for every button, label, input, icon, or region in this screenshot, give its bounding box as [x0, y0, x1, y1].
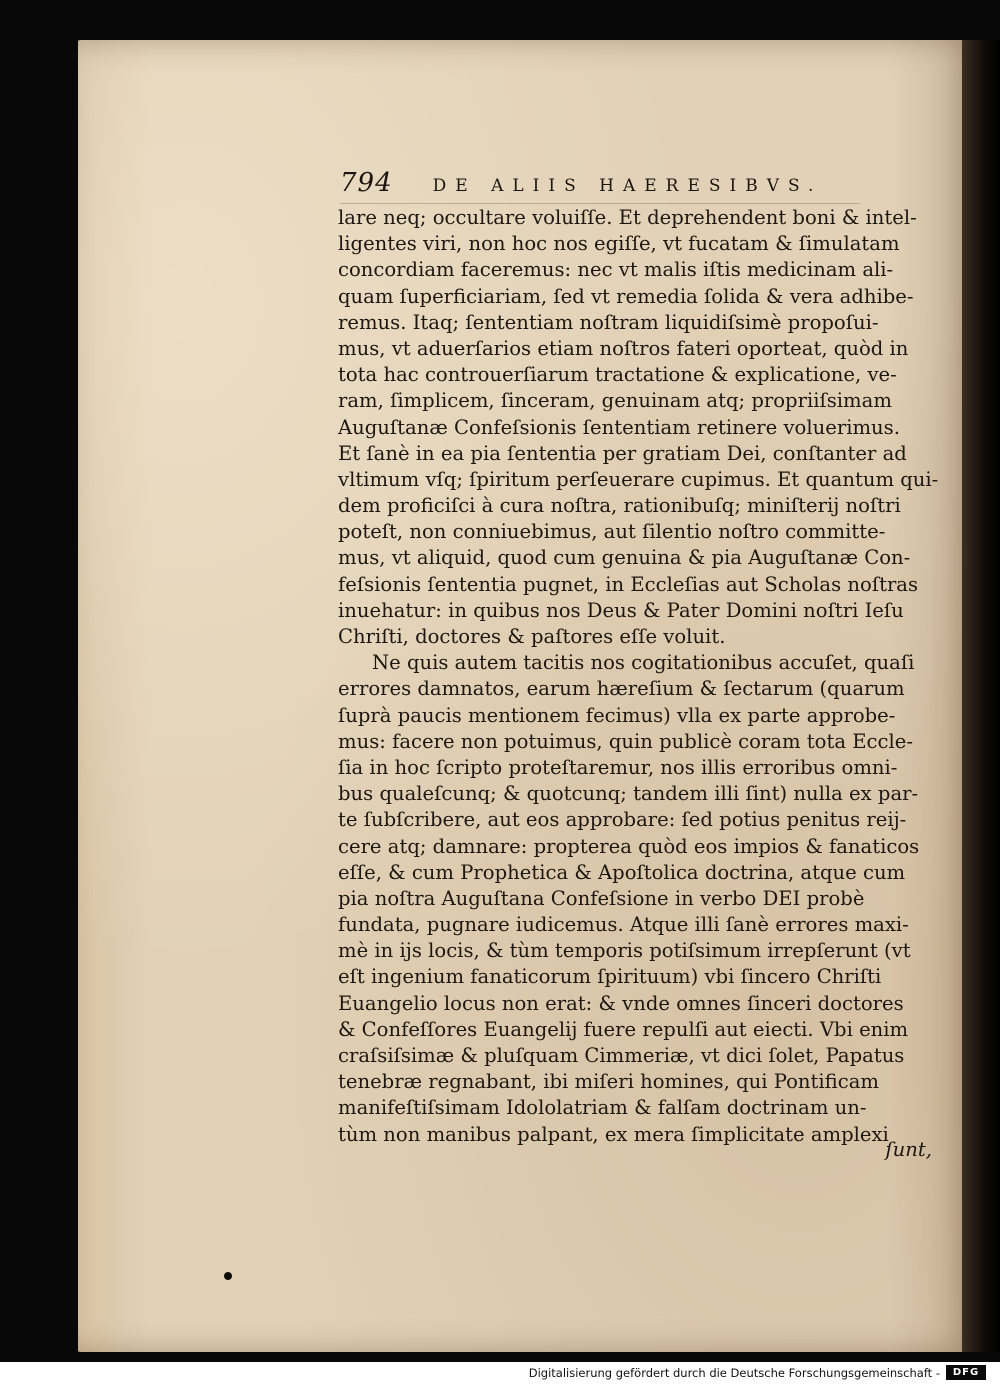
- text-line: fundata, pugnare iudicemus. Atque illi ſanè errores maxi-: [338, 913, 909, 937]
- text-line: quam ſuperficiariam, ſed vt remedia ſolida & vera adhibe-: [338, 284, 914, 308]
- text-line: eſt ingenium fanaticorum ſpirituum) vbi ſincero Chriſti: [338, 965, 882, 989]
- text-line: eſſe, & cum Prophetica & Apoſtolica doctrina, atque cum: [338, 860, 906, 884]
- text-line: ſuprà paucis mentionem fecimus) vlla ex parte approbe-: [338, 703, 896, 727]
- text-line: dem proficiſci à cura noſtra, rationibuſq; miniſterij noſtri: [338, 494, 901, 518]
- text-line: Auguſtanæ Confeſsionis ſententiam retinere voluerimus.: [338, 415, 900, 439]
- text-line: Et ſanè in ea pia ſententia per gratiam Dei, conſtanter ad: [338, 441, 907, 465]
- running-head: DE ALIIS HAERESIBVS.: [432, 176, 823, 196]
- text-line: ram, ſimplicem, ſinceram, genuinam atq; propriiſsimam: [338, 389, 892, 413]
- text-line: manifeſtiſsimam Idololatriam & falſam doctrinam un-: [338, 1096, 867, 1120]
- text-line: errores damnatos, earum hæreſium & ſectarum (quarum: [338, 677, 905, 701]
- header-divider: [340, 203, 860, 204]
- text-line: concordiam faceremus: nec vt malis iſtis medicinam ali-: [338, 258, 894, 282]
- text-line: te ſubſcribere, aut eos approbare: ſed potius penitus reij-: [338, 808, 907, 832]
- page-number: 794: [340, 168, 393, 198]
- page-header: [340, 168, 860, 208]
- text-line: mus, vt aliquid, quod cum genuina & pia Auguſtanæ Con-: [338, 546, 911, 570]
- text-line: Chriſti, doctores & paſtores eſſe voluit.: [338, 625, 726, 648]
- dfg-logo: DFG: [946, 1365, 986, 1380]
- text-line: mus, vt aduerſarios etiam noſtros fateri oporteat, quòd in: [338, 336, 909, 360]
- text-line: craſsiſsimæ & pluſquam Cimmeriæ, vt dici ſolet, Papatus: [338, 1044, 905, 1067]
- text-line: pia noſtra Auguſtana Confeſsione in verbo DEI probè: [338, 886, 865, 910]
- text-line: Euangelio locus non erat: & vnde omnes ſinceri doctores: [338, 991, 904, 1015]
- text-line: bus qualeſcunq; & quotcunq; tandem illi ſint) nulla ex par-: [338, 782, 919, 806]
- text-line: ſia in hoc ſcripto proteſtaremur, nos illis erroribus omni-: [338, 755, 898, 779]
- digitization-footer: [0, 1362, 1000, 1384]
- text-line: vltimum vſq; ſpiritum perſeuerare cupimus. Et quantum qui-: [338, 467, 939, 491]
- text-line: feſsionis ſententia pugnet, in Eccleſias aut Scholas noſtras: [338, 572, 919, 596]
- text-line: ligentes viri, non hoc nos egiſſe, vt fucatam & ſimulatam: [338, 232, 900, 256]
- text-line: mus: facere non potuimus, quin publicè coram tota Eccle-: [338, 729, 913, 753]
- text-line: lare neq; occultare voluiſſe. Et deprehendent boni & intel-: [338, 206, 917, 229]
- text-line: remus. Itaq; ſententiam noſtram liquidiſsimè propoſui-: [338, 310, 879, 334]
- text-line-paragraph-start: Ne quis autem tacitis nos cogitationibus accuſet, quaſi: [372, 651, 915, 675]
- text-line: tùm non manibus palpant, ex mera ſimplicitate amplexi: [338, 1122, 889, 1146]
- text-line: poteſt, non conniuebimus, aut ſilentio noſtro committe-: [338, 520, 886, 544]
- text-line: tenebræ regnabant, ibi miſeri homines, qui Pontificam: [338, 1070, 879, 1094]
- text-line: inuehatur: in quibus nos Deus & Pater Domini noſtri Ieſu: [338, 598, 904, 622]
- ink-spot: [224, 1272, 232, 1280]
- body-text: [338, 205, 952, 1148]
- catchword-row: [338, 1138, 952, 1161]
- funding-credit: Digitalisierung gefördert durch die Deutsche Forschungsgemeinschaft -: [528, 1366, 940, 1380]
- catchword: ſunt,: [885, 1138, 932, 1161]
- text-line: cere atq; damnare: propterea quòd eos impios & fanaticos: [338, 834, 920, 858]
- text-line: & Confeſſores Euangelij fuere repulſi aut eiecti. Vbi enim: [338, 1017, 909, 1041]
- text-line: mè in ijs locis, & tùm temporis potiſsimum irrepſerunt (vt: [338, 939, 911, 963]
- book-spine-shadow: [962, 40, 1000, 1352]
- text-line: tota hac controuerſiarum tractatione & explicatione, ve-: [338, 363, 897, 387]
